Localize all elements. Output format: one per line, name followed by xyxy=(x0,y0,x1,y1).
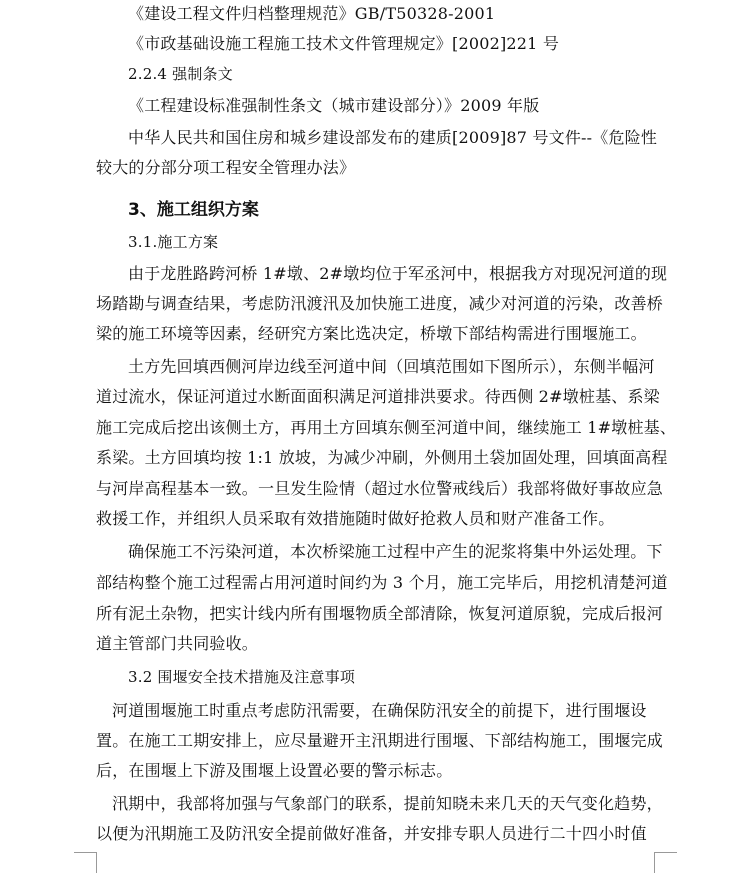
paragraph-1-line-2: 场踏勘与调查结果，考虑防汛渡汛及加快施工进度，减少对河道的污染，改善桥 xyxy=(96,294,664,313)
section-3-1-heading: 3.1.施工方案 xyxy=(128,233,219,251)
paragraph-5-line-2: 以便为汛期施工及防汛安全提前做好准备，并安排专职人员进行二十四小时值 xyxy=(96,824,647,843)
reference-municipal-regulation: 《市政基础设施工程施工技术文件管理规定》[2002]221 号 xyxy=(128,34,560,53)
section-3-2-heading: 3.2 围堰安全技术措施及注意事项 xyxy=(128,668,356,686)
paragraph-2-line-5: 与河岸高程基本一致。一旦发生险情（超过水位警戒线后）我部将做好事故应急 xyxy=(96,479,664,498)
paragraph-3-line-3: 所有泥土杂物，把实计线内所有围堰物质全部清除，恢复河道原貌，完成后报河 xyxy=(96,604,664,623)
paragraph-3-line-4: 道主管部门共同验收。 xyxy=(96,634,259,653)
section-3-heading: 3、施工组织方案 xyxy=(128,200,259,220)
paragraph-2-line-1: 土方先回填西侧河岸边线至河道中间（回填范围如下图所示），东侧半幅河 xyxy=(128,357,655,376)
paragraph-2-line-6: 救援工作，并组织人员采取有效措施随时做好抢救人员和财产准备工作。 xyxy=(96,509,615,528)
page-corner-mark-left xyxy=(74,852,97,873)
paragraph-2-line-2: 道过流水，保证河道过水断面面积满足河道排洪要求。待西侧 2#墩桩基、系梁 xyxy=(96,387,660,406)
paragraph-3-line-1: 确保施工不污染河道，本次桥梁施工过程中产生的泥浆将集中外运处理。下 xyxy=(128,542,663,561)
paragraph-4-line-2: 置。在施工工期安排上，应尽量避开主汛期进行围堰、下部结构施工，围堰完成 xyxy=(96,731,664,750)
paragraph-3-line-2: 部结构整个施工过程需占用河道时间约为 3 个月，施工完毕后，用挖机清楚河道 xyxy=(96,573,668,592)
paragraph-1-line-1: 由于龙胜路跨河桥 1#墩、2#墩均位于军丞河中，根据我方对现况河道的现 xyxy=(128,264,668,283)
section-2-2-4-heading: 2.2.4 强制条文 xyxy=(128,65,233,83)
paragraph-4-line-1: 河道围堰施工时重点考虑防汛需要，在确保防汛安全的前提下，进行围堰设 xyxy=(112,701,647,720)
paragraph-5-line-1: 汛期中，我部将加强与气象部门的联系，提前知晓未来几天的天气变化趋势， xyxy=(112,794,663,813)
paragraph-2-line-3: 施工完成后挖出该侧土方，再用土方回填东侧至河道中间，继续施工 1#墩桩基、 xyxy=(96,418,677,437)
reference-mandatory-provisions: 《工程建设标准强制性条文（城市建设部分）》2009 年版 xyxy=(128,96,540,115)
paragraph-2-line-4: 系梁。土方回填均按 1:1 放坡，为减少冲刷，外侧用土袋加固处理，回填面高程 xyxy=(96,448,668,467)
reference-archive-standard: 《建设工程文件归档整理规范》GB/T50328-2001 xyxy=(128,4,496,23)
page-corner-mark-right xyxy=(654,852,677,873)
paragraph-4-line-3: 后，在围堰上下游及围堰上设置必要的警示标志。 xyxy=(96,761,453,780)
reference-ministry-document-line2: 较大的分部分项工程安全管理办法》 xyxy=(96,158,356,177)
paragraph-1-line-3: 梁的施工环境等因素，经研究方案比选决定，桥墩下部结构需进行围堰施工。 xyxy=(96,324,647,343)
reference-ministry-document-line1: 中华人民共和国住房和城乡建设部发布的建质[2009]87 号文件--《危险性 xyxy=(128,128,658,147)
